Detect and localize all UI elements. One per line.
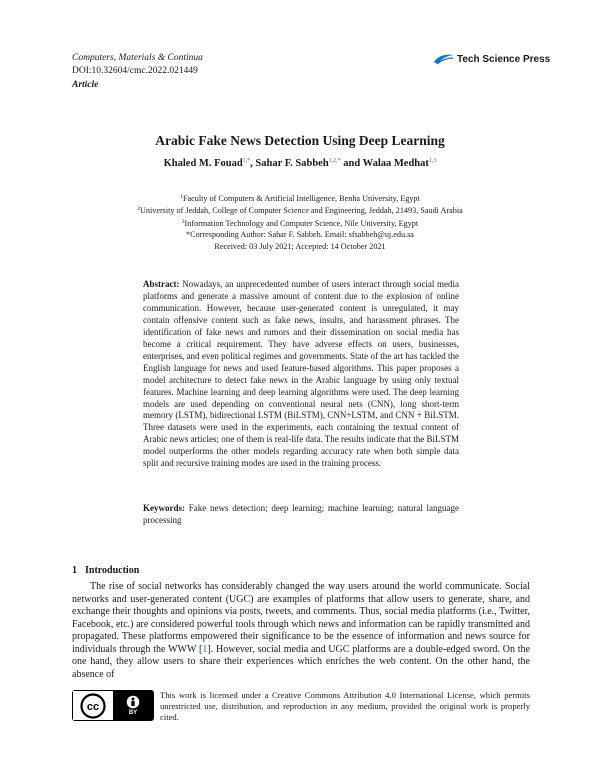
author: Sahar F. Sabbeh$^{1,2,*}$ and bbox=[255, 158, 363, 169]
affiliation-line: $^3$Information Technology and Computer Science, Nile University, Egypt bbox=[181, 218, 419, 228]
section-number: 1 bbox=[72, 565, 77, 576]
keywords-label: Keywords: bbox=[143, 503, 185, 513]
affiliation-line: $^2$University of Jeddah, College of Computer Science and Engineering, Jeddah, 21493, Saudi Arabia bbox=[137, 206, 463, 216]
abstract-text: Nowadays, an unprecedented number of users interact through social media platforms and generate a massive amount of content due to the explosion of online communication. However, because user-generated content is unregulated, it may contain offensive content such as fake news, insults, and harassment phrases. The identification of fake news and rumors and their dissemination on social media has become a critical requirement. They have adverse effects on users, businesses, enterprises, and even political regimes and governments. State of the art has tackled the English language for news and used feature-based algorithms. This paper proposes a model architecture to detect fake news in the Arabic language by using only textual features. Machine learning and deep learning algorithms were used. The deep learning models are used depending on conventional neural nets (CNN), long short-term memory (LSTM), bidirectional LSTM (BiLSTM), CNN+LSTM, and CNN + BiLSTM. Three datasets were used in the experiments, each containing the textual content of Arabic news articles; one of them is real-life data. The results indicate that the BiLSTM model outperforms the other models regarding accuracy rate when both simple data split and recursive training modes are used in the training process. bbox=[143, 279, 460, 469]
abstract-label: Abstract: bbox=[143, 279, 180, 289]
author: Walaa Medhat$^{1,3}$ bbox=[362, 158, 437, 169]
article-type: Article bbox=[72, 80, 99, 90]
by-label: BY bbox=[128, 710, 138, 716]
publisher-logo bbox=[432, 52, 550, 66]
doi[interactable]: DOI:10.32604/cmc.2022.021449 bbox=[72, 66, 198, 76]
author: Khaled M. Fouad$^{1,*}$, bbox=[163, 158, 256, 169]
publisher-name: Tech Science Press bbox=[457, 53, 551, 65]
abstract bbox=[143, 279, 459, 470]
cc-by-badge[interactable] bbox=[72, 690, 154, 721]
license-footer bbox=[72, 690, 530, 722]
cc-text: cc bbox=[86, 700, 100, 713]
affiliation-line: $^1$Faculty of Computers & Artificial Intelligence, Benha University, Egypt bbox=[180, 194, 420, 203]
corresponding-author: *Corresponding Author: Sahar F. Sabbeh. Email: sfsabbeh@uj.edu.sa bbox=[186, 230, 414, 240]
affiliations bbox=[0, 192, 600, 252]
author-affiliation-mark[interactable]: 1,* bbox=[242, 158, 251, 164]
cc-icon bbox=[73, 691, 113, 720]
paper-title: Arabic Fake News Detection Using Deep Learning bbox=[155, 133, 445, 148]
publisher-swoosh-icon bbox=[432, 52, 456, 66]
received-accepted-dates: Received: 03 July 2021; Accepted: 14 October 2021 bbox=[214, 241, 386, 251]
author-affiliation-mark[interactable]: 1,2,* bbox=[328, 158, 341, 164]
section-title: Introduction bbox=[85, 565, 140, 576]
person-icon bbox=[126, 695, 140, 709]
author-affiliation-mark[interactable]: 1,3 bbox=[428, 158, 437, 164]
by-icon bbox=[113, 691, 153, 720]
citation-link[interactable]: 1 bbox=[202, 643, 208, 655]
license-text: This work is licensed under a Creative Commons Attribution 4.0 International License, which permits unrestricted use, distribution, and reproduction in any medium, provided the original work is properly cited. bbox=[160, 690, 530, 722]
author-list bbox=[0, 158, 600, 169]
section-heading bbox=[72, 565, 139, 576]
keywords-text: Fake news detection; deep learning; machine learning; natural language processing bbox=[143, 503, 459, 525]
intro-paragraph: The rise of social networks has considerably changed the way users around the world communicate. Social networks and user-generated content (UGC) are examples of platforms that allow users to generate, share, and exchange their thoughts and opinions via posts, tweets, and comments. Thus, social media platforms (i.e., Twitter, Facebook, etc.) are considered powerful tools through which news and information can be rapidly transmitted and propagated. These platforms empowered their significance to be the essence of information and news source for individuals through the WWW [1]. However, social media and UGC platforms are a double-edged sword. On the one hand, they allow users to share their experiences which enriches the web content. On the other hand, the absence of bbox=[72, 581, 530, 680]
keywords bbox=[143, 503, 459, 527]
journal-name: Computers, Materials & Continua bbox=[72, 53, 203, 63]
